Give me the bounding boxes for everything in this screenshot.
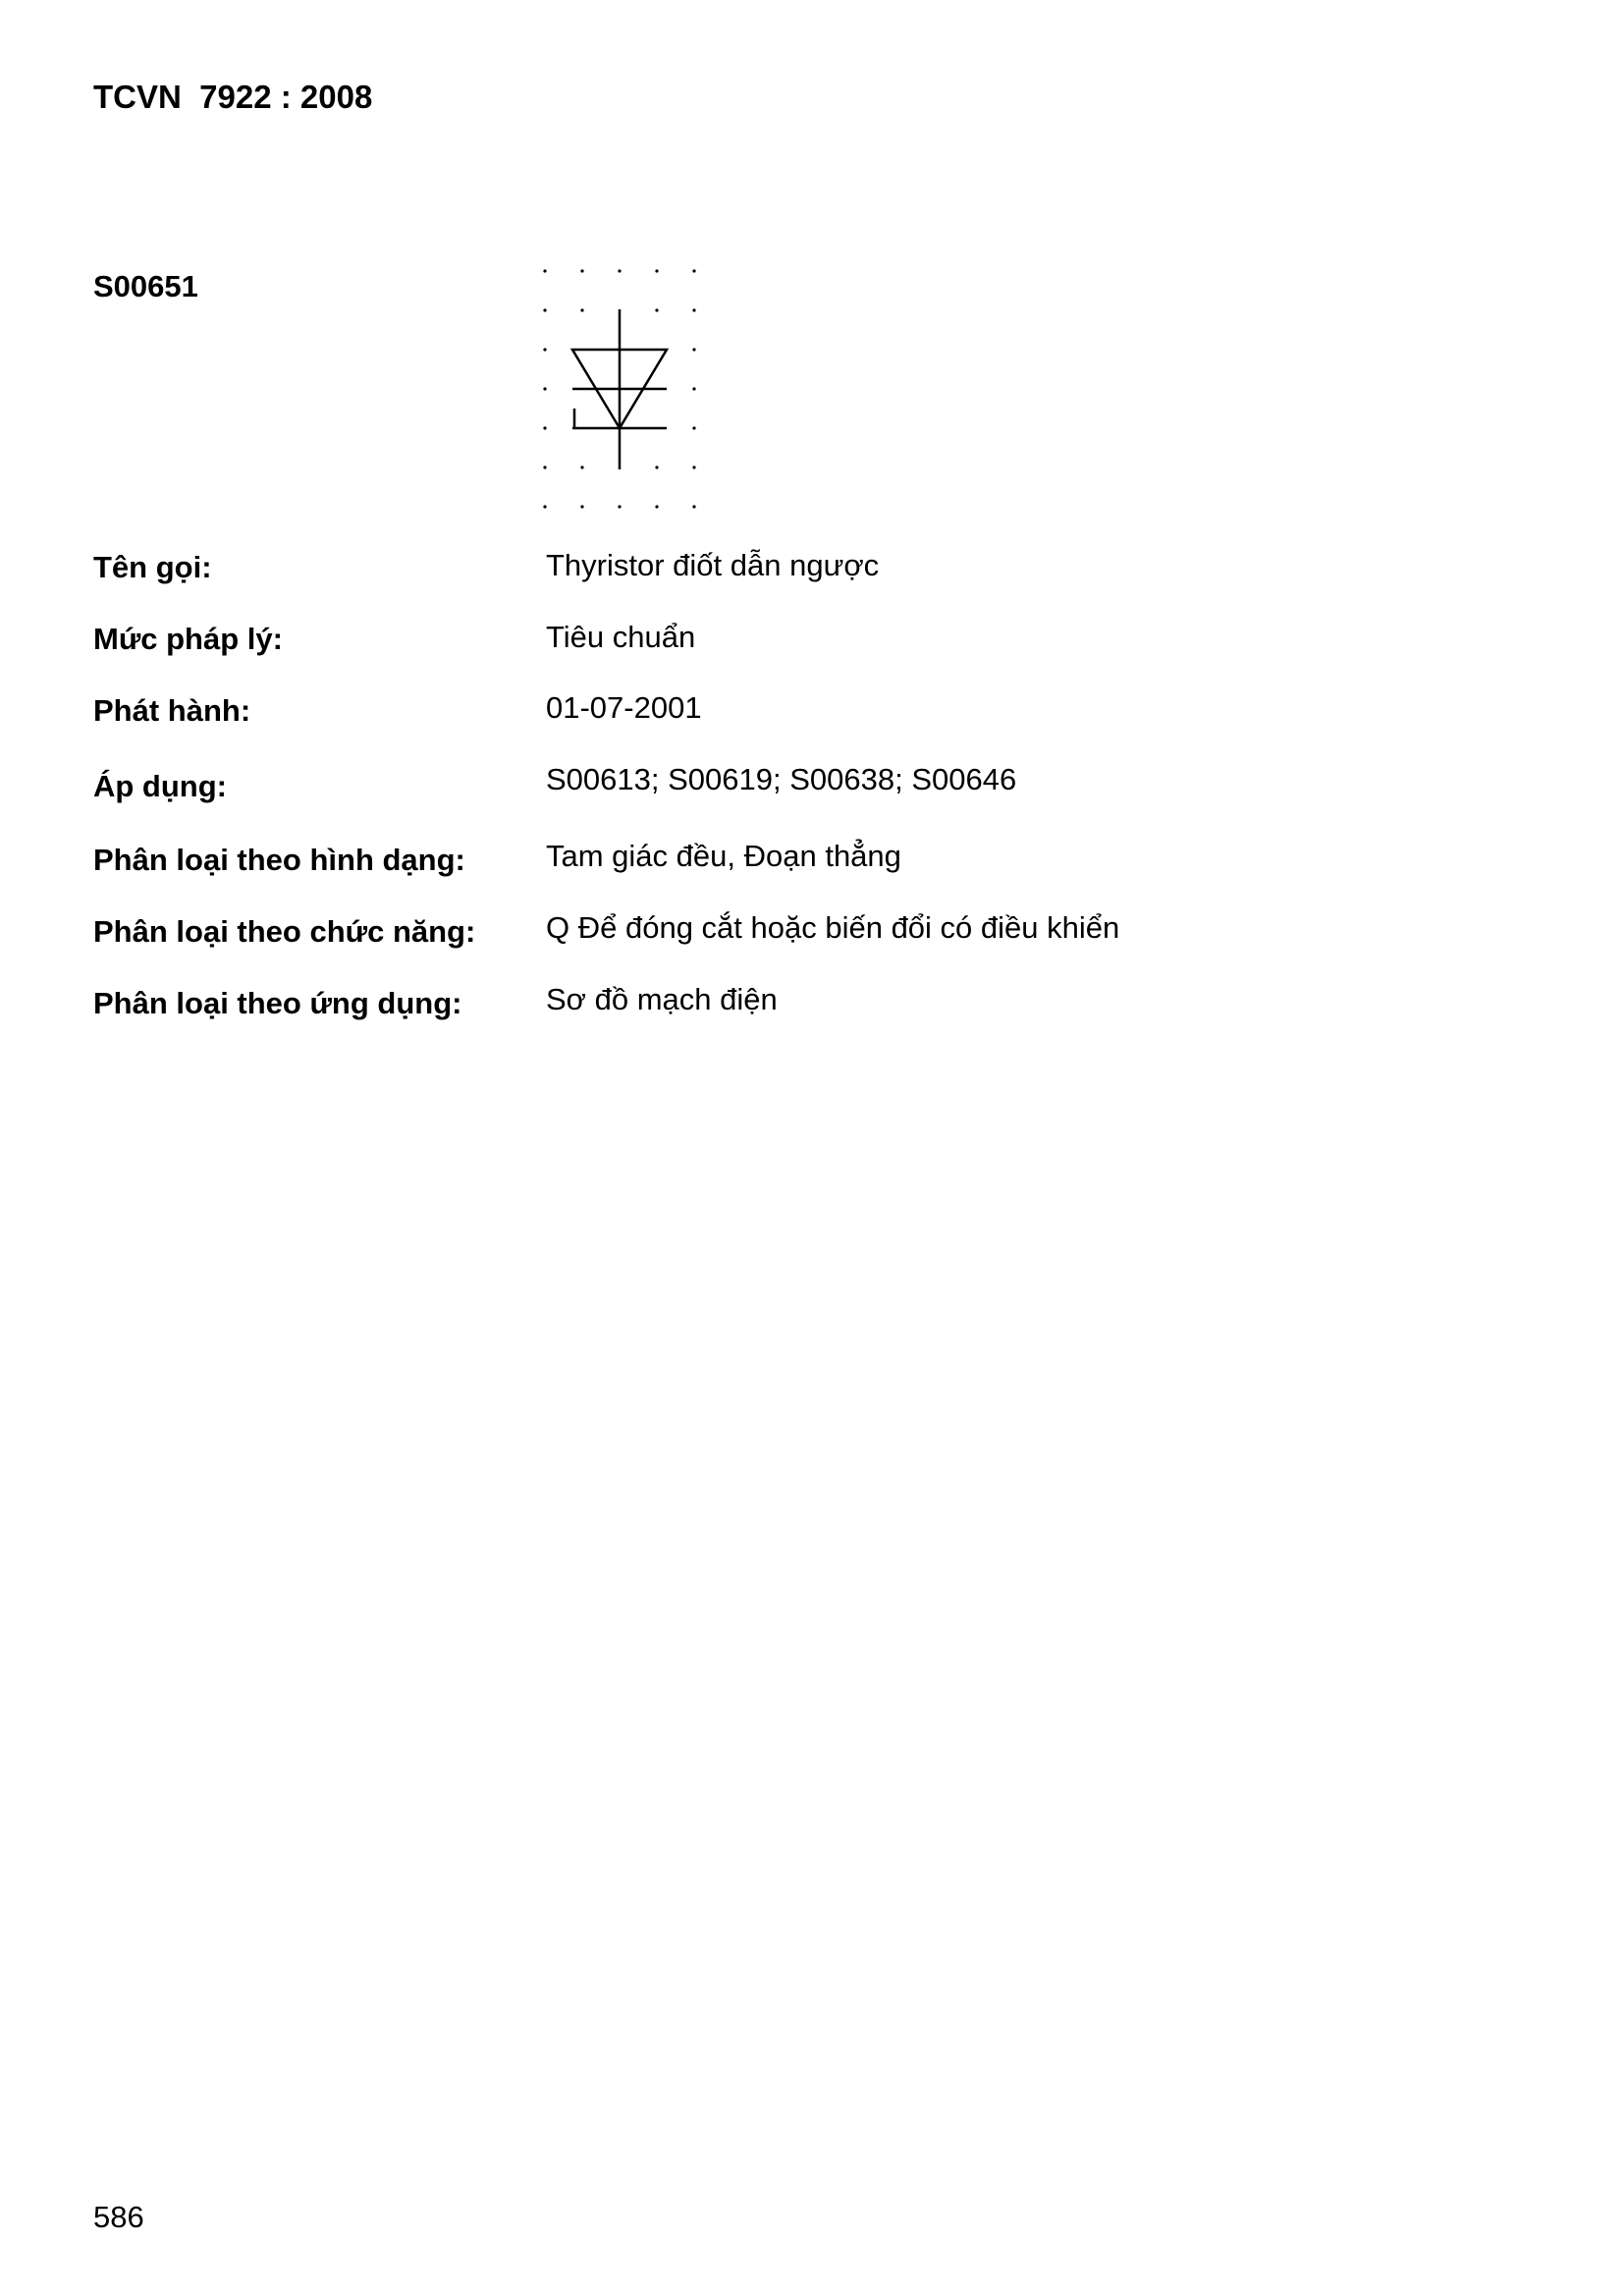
field-value-application-class: Sơ đồ mạch điện (546, 982, 778, 1016)
thyristor-symbol-icon (540, 263, 717, 519)
field-value-legal-level: Tiêu chuẩn (546, 620, 696, 654)
field-label-legal-level: Mức pháp lý: (93, 622, 283, 656)
field-value-function-class: Q Để đóng cắt hoặc biến đổi có điều khiển (546, 910, 1120, 945)
field-label-function-class: Phân loại theo chức năng: (93, 914, 476, 949)
field-value-shape-class: Tam giác đều, Đoạn thẳng (546, 839, 901, 873)
field-label-application-class: Phân loại theo ứng dụng: (93, 986, 462, 1020)
field-label-issued: Phát hành: (93, 693, 251, 728)
symbol-lines (572, 309, 667, 469)
field-label-name: Tên gọi: (93, 550, 212, 584)
field-value-applies: S00613; S00619; S00638; S00646 (546, 762, 1017, 796)
page-number: 586 (93, 2200, 144, 2234)
field-value-issued: 01-07-2001 (546, 690, 702, 725)
field-label-applies: Áp dụng: (93, 769, 228, 803)
symbol-code: S00651 (93, 269, 198, 303)
standard-title: TCVN 7922 : 2008 (93, 79, 373, 115)
field-value-name: Thyristor điốt dẫn ngược (546, 548, 880, 582)
field-label-shape-class: Phân loại theo hình dạng: (93, 843, 465, 877)
